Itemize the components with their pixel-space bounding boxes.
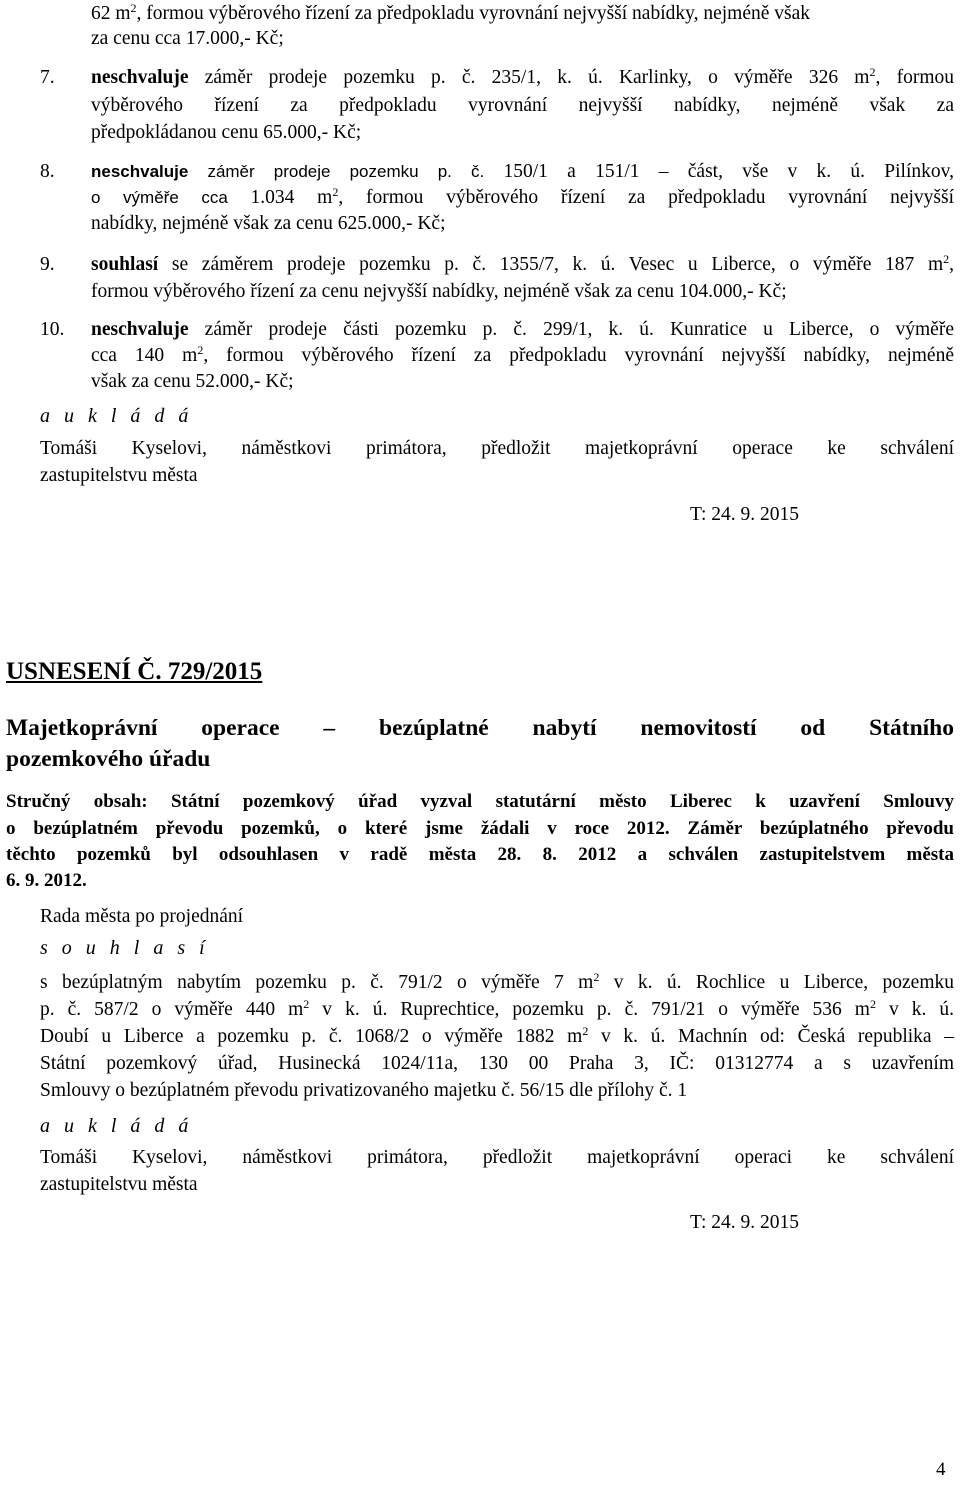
item-8-line-1: neschvaluje záměr prodeje pozemku p. č. 150/1 a 151/1 – část, vše v k. ú. Pilínkov, [91, 161, 954, 182]
uklada-text-line-2: zastupitelstvu města [40, 465, 198, 486]
uklada-text-line-1: Tomáši Kyselovi, náměstkovi primátora, předložit majetkoprávní operace ke schválení [40, 438, 954, 459]
item-10-line-2: cca 140 $m^2$, formou výběrového řízení za předpokladu vyrovnání nejvyšší nabídky, nejméně [91, 343, 954, 366]
body-line-4: Státní pozemkový úřad, Husinecká 1024/11a, 130 00 Praha 3, IČ: 01312774 a s uzavřením [40, 1053, 954, 1074]
rada-line: Rada města po projednání [40, 906, 244, 927]
item-9-line-2: formou výběrového řízení za cenu nejvyšší nabídky, nejméně však za cenu 104.000,- Kč; [91, 281, 787, 302]
uklada-label: a u k l á d á [40, 405, 193, 427]
item-7-line-2: výběrového řízení za předpokladu vyrovnání nejvyšší nabídky, nejméně však za [91, 95, 954, 116]
uklada-label-2: a u k l á d á [40, 1115, 193, 1137]
summary-line-4: 6. 9. 2012. [6, 870, 87, 891]
body-line-2: p. č. 587/2 o výměře 440 $m^2$ v k. ú. Ruprechtice, pozemku p. č. 791/21 o výměře 536 $m^2$ v k. ú. [40, 997, 955, 1020]
resolution-title: USNESENÍ Č. 729/2015 [6, 658, 263, 685]
uklada2-text-line-2: zastupitelstvu města [40, 1174, 198, 1195]
souhlasi-label: s o u h l a s í [40, 937, 210, 959]
summary-line-2: o bezúplatném převodu pozemků, o které jsme žádali v roce 2012. Záměr bezúplatného převodu [6, 818, 954, 839]
item-10-number: 10. [40, 319, 65, 340]
resolution-heading-line-2: pozemkového úřadu [6, 746, 211, 772]
item-10-line-1: neschvaluje záměr prodeje části pozemku p. č. 299/1, k. ú. Kunratice u Liberce, o výměře [91, 319, 954, 340]
uklada2-text-line-1: Tomáši Kyselovi, náměstkovi primátora, předložit majetkoprávní operaci ke schválení [40, 1147, 954, 1168]
item-9-line-1: souhlasí se záměrem prodeje pozemku p. č. 1355/7, k. ú. Vesec u Liberce, o výměře 187 $m^2$, [91, 252, 954, 275]
item-8-number: 8. [40, 161, 55, 182]
continuation-line-2: za cenu cca 17.000,- Kč; [91, 28, 284, 49]
page-number: 4 [936, 1459, 946, 1480]
item-10-line-3: však za cenu 52.000,- Kč; [91, 371, 294, 392]
item-7-line-1: neschvaluje záměr prodeje pozemku p. č. 235/1, k. ú. Karlinky, o výměře 326 $m^2$, formou [91, 65, 955, 88]
item-7-line-3: předpokládanou cenu 65.000,- Kč; [91, 122, 362, 143]
item-9-number: 9. [40, 254, 55, 275]
summary-line-3: těchto pozemků byl odsouhlasen v radě města 28. 8. 2012 a schválen zastupitelstvem města [6, 844, 954, 865]
deadline-2: T: 24. 9. 2015 [690, 1212, 799, 1233]
summary-line-1: Stručný obsah: Státní pozemkový úřad vyzval statutární město Liberec k uzavření Smlouvy [6, 791, 954, 812]
continuation-line-1: 62 $m^2$, formou výběrového řízení za předpokladu vyrovnání nejvyšší nabídky, nejméně však [91, 1, 811, 24]
item-7-number: 7. [40, 67, 55, 88]
item-8-line-3: nabídky, nejméně však za cenu 625.000,- Kč; [91, 213, 446, 234]
item-8-line-2: o výměře cca 1.034 $m^2$, formou výběrového řízení za předpokladu vyrovnání nejvyšší [91, 185, 954, 208]
body-line-1: s bezúplatným nabytím pozemku p. č. 791/2 o výměře 7 $m^2$ v k. ú. Rochlice u Liberce, pozemku [40, 970, 954, 993]
body-line-3: Doubí u Liberce a pozemku p. č. 1068/2 o výměře 1882 $m^2$ v k. ú. Machnín od: Česká republika – [40, 1024, 954, 1047]
resolution-heading-line-1: Majetkoprávní operace – bezúplatné nabytí nemovitostí od Státního [6, 715, 954, 741]
body-line-5: Smlouvy o bezúplatném převodu privatizovaného majetku č. 56/15 dle přílohy č. 1 [40, 1080, 688, 1101]
deadline-1: T: 24. 9. 2015 [690, 504, 799, 525]
